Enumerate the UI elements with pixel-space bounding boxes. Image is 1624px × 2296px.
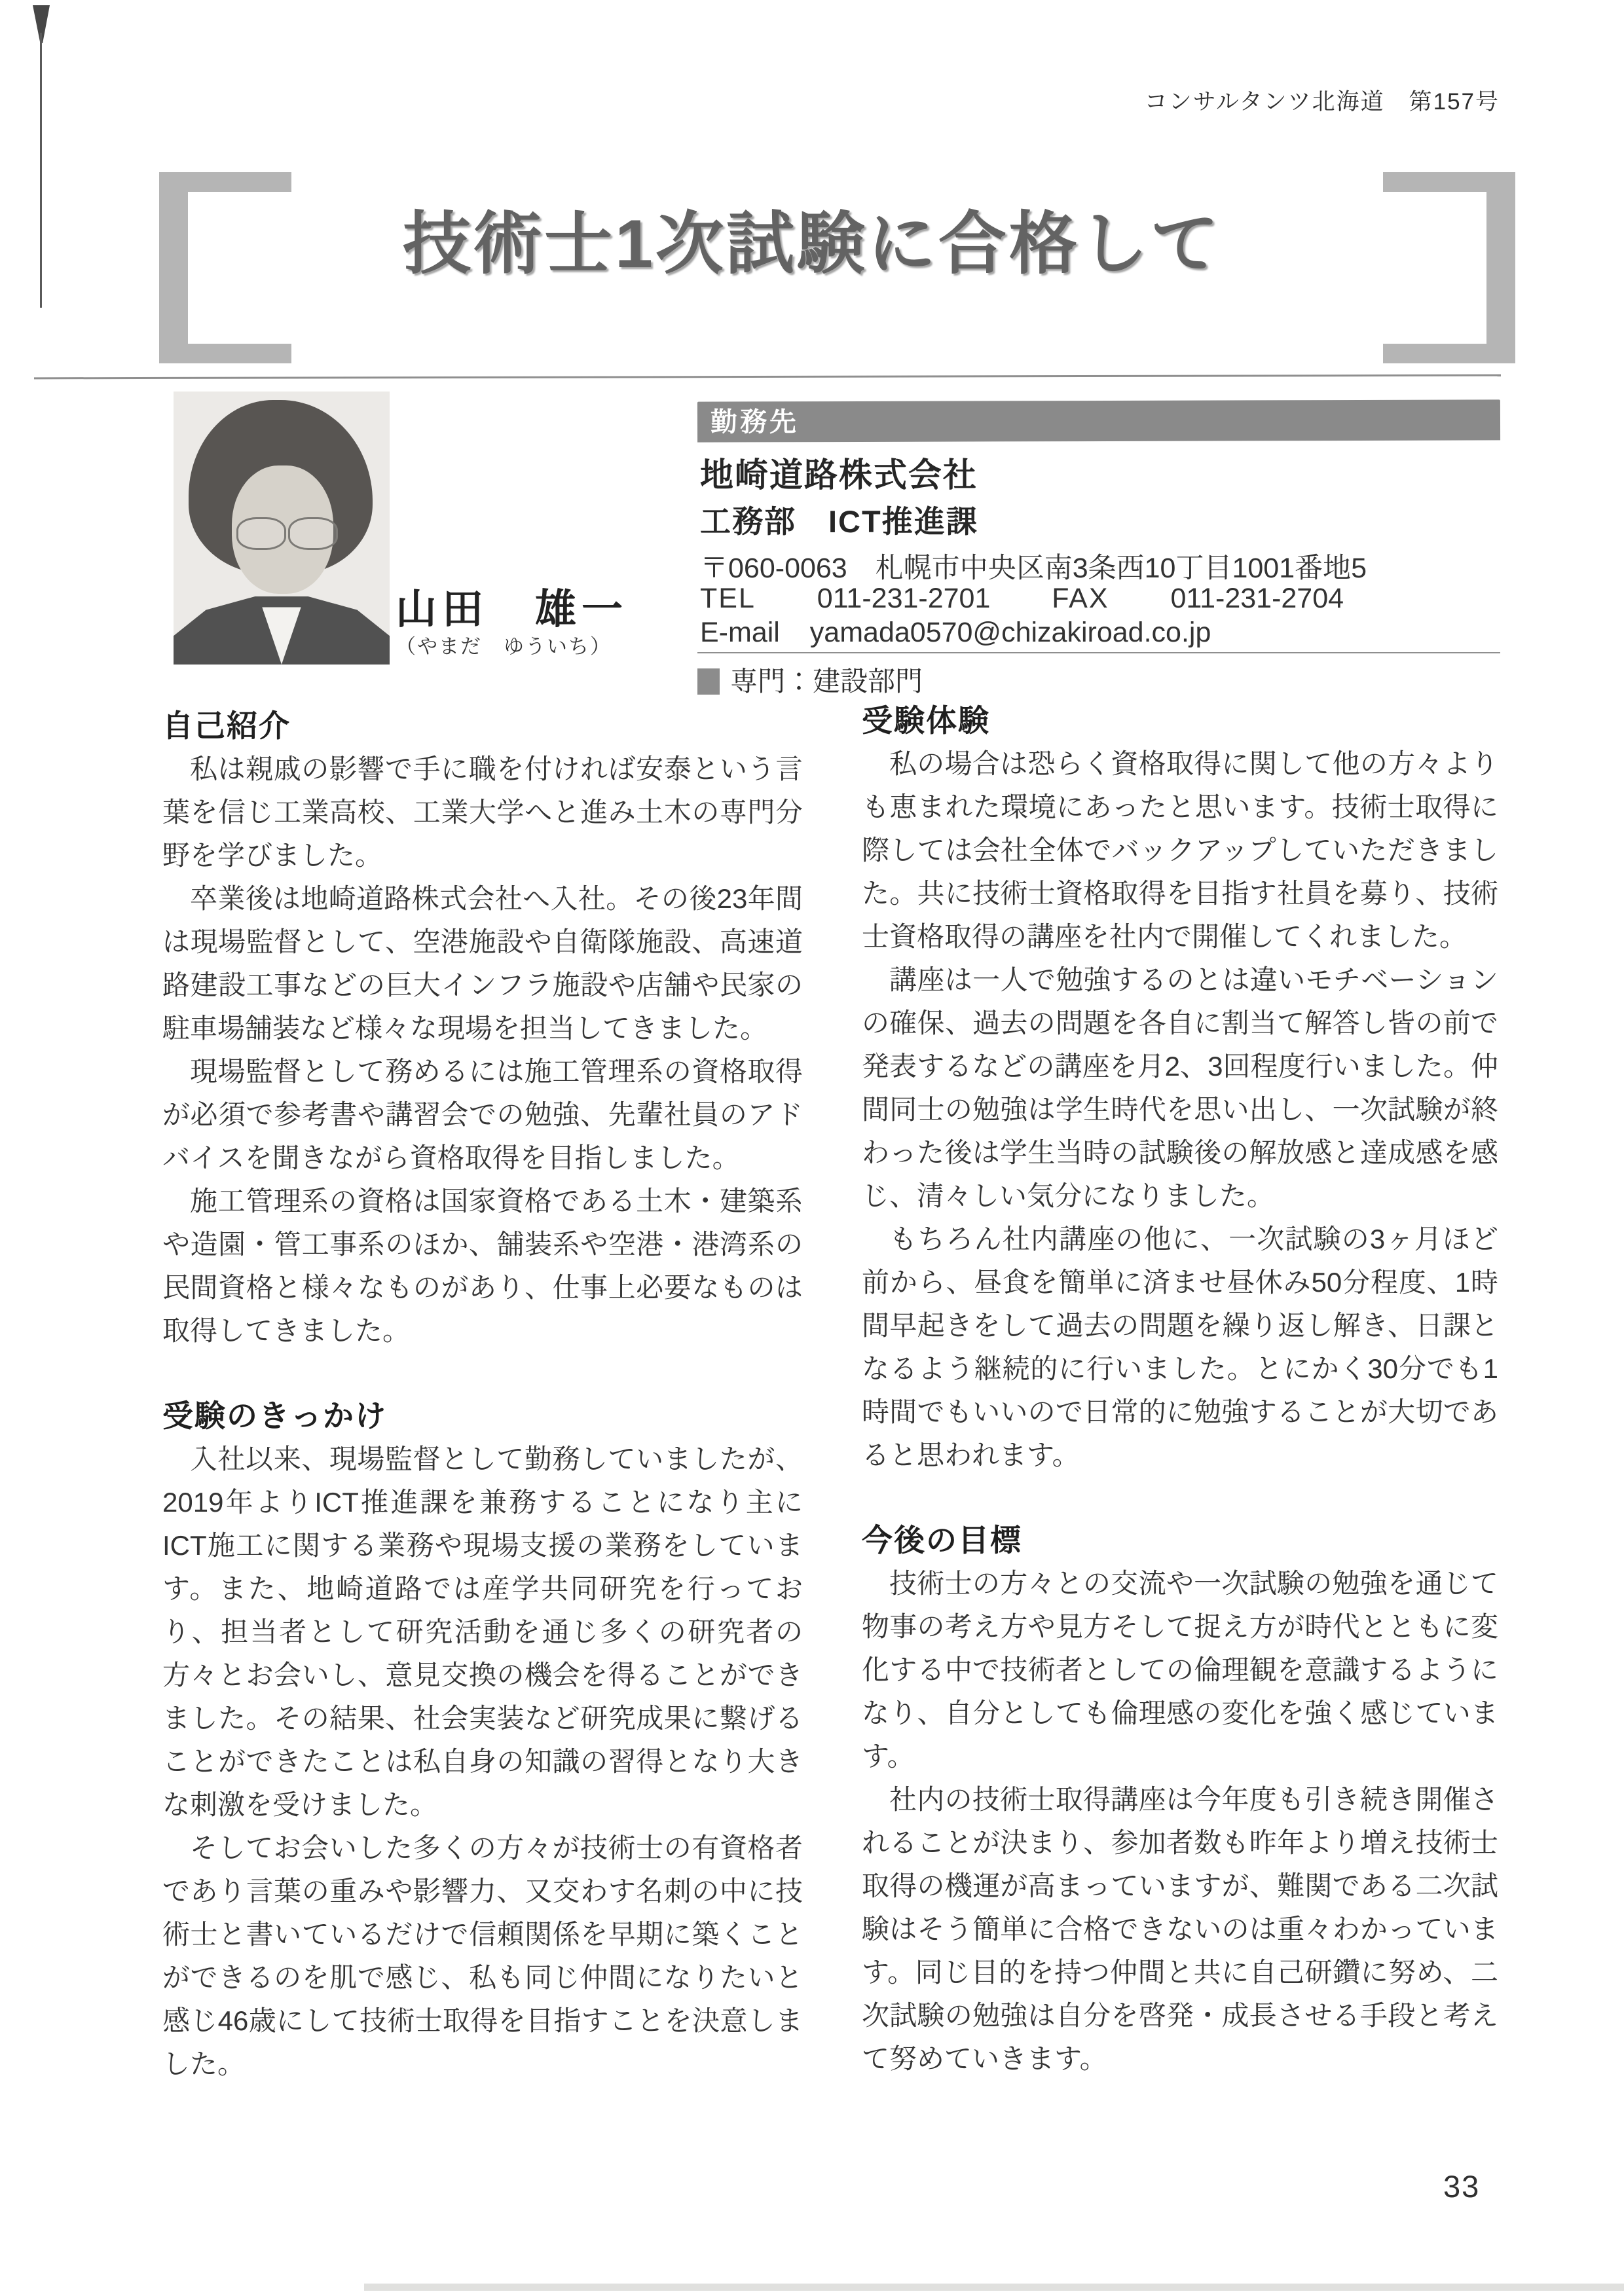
paragraph: 施工管理系の資格は国家資格である土木・建築系や造園・管工事系のほか、舗装系や空港・港湾系の民間資格と様々なものがあり、仕事上必要なものは取得してきました。 bbox=[162, 1186, 803, 1346]
paragraph: 私は親戚の影響で手に職を付ければ安泰という言葉を信じ工業高校、工業大学へと進み土木の専門分野を学びました。 bbox=[162, 754, 803, 871]
person-furigana: （やまだ ゆういち） bbox=[396, 635, 612, 658]
email-line bbox=[700, 617, 1211, 649]
section-heading: 受験体験 bbox=[862, 703, 990, 738]
article-title: 技術士1次試験に合格して bbox=[403, 206, 1221, 282]
paragraph: 卒業後は地崎道路株式会社へ入社。その後23年間は現場監督として、空港施設や自衛隊施設、高速道路建設工事などの巨大インフラ施設や店舗や民家の駐車場舗装など様々な現場を担当してきました。 bbox=[162, 883, 803, 1044]
journal-header: コンサルタンツ北海道 第157号 bbox=[1144, 89, 1500, 115]
paragraph: 私の場合は恐らく資格取得に関して他の方々よりも恵まれた環境にあったと思います。技術士取得に際しては会社全体でバックアップしていただきました。共に技術士資格取得を目指す社員を募り、技術士資格取得の講座を社内で開催してくれました。 bbox=[862, 748, 1498, 952]
workplace-label-bar bbox=[697, 399, 1500, 442]
section-heading: 今後の目標 bbox=[862, 1523, 1022, 1558]
tel-label: TEL bbox=[700, 583, 756, 614]
title-bracket-right-icon bbox=[1383, 172, 1515, 363]
paragraph: 技術士の方々との交流や一次試験の勉強を通じて物事の考え方や見方そして捉え方が時代とともに変化する中で技術者としての倫理観を意識するようになり、自分としても倫理感の変化を強く感じています。 bbox=[862, 1568, 1498, 1772]
email-label: E-mail bbox=[700, 617, 780, 648]
section-heading: 受験のきっかけ bbox=[162, 1398, 387, 1433]
divider-line-info bbox=[697, 652, 1500, 653]
company-name: 地崎道路株式会社 bbox=[700, 456, 978, 494]
section-exam-experience bbox=[862, 699, 1498, 1477]
specialty-line bbox=[697, 660, 923, 699]
page-number: 33 bbox=[1443, 2169, 1481, 2204]
portrait-photo bbox=[174, 392, 390, 665]
divider-line-top bbox=[34, 374, 1501, 380]
tel-number: 011-231-2701 bbox=[817, 583, 991, 614]
article-column-left bbox=[162, 704, 803, 2086]
paragraph: 講座は一人で勉強するのとは違いモチベーションの確保、過去の問題を各自に割当て解答し皆の前で発表するなどの講座を月2、3回程度行いました。仲間同士の勉強は学生時代を思い出し、一次試験が終わった後は学生当時の試験後の解放感と達成感を感じ、清々しい気分になりました。 bbox=[862, 964, 1498, 1211]
email-address: yamada0570@chizakiroad.co.jp bbox=[809, 617, 1211, 648]
scan-artifact-line bbox=[40, 33, 42, 308]
article-column-right bbox=[862, 699, 1498, 2081]
paragraph: もちろん社内講座の他に、一次試験の3ヶ月ほど前から、昼食を簡単に済ませ昼休み50分程度、1時間早起きをして過去の問題を繰り返し解き、日課となるよう継続的に行いました。とにかく30分でも1時間でもいいので日常的に勉強することが大切であると思われます。 bbox=[862, 1224, 1498, 1470]
company-address: 〒060-0063 札幌市中央区南3条西10丁目1001番地5 bbox=[700, 553, 1367, 584]
department-name: 工務部 ICT推進課 bbox=[700, 504, 978, 539]
paragraph: 入社以来、現場監督として勤務していましたが、2019年よりICT推進課を兼務することになり主にICT施工に関する業務や現場支援の業務をしています。また、地崎道路では産学共同研究を行っており、担当者として研究活動を通じ多くの研究者の方々とお会いし、意見交換の機会を得ることができました。その結果、社会実装など研究成果に繋げることができたことは私自身の知識の習得となり大きな刺激を受けました。 bbox=[162, 1444, 803, 1820]
workplace-label: 勤務先 bbox=[710, 407, 800, 437]
scan-artifact-bottom-strip bbox=[364, 2284, 1624, 2291]
paragraph: そしてお会いした多くの方々が技術士の有資格者であり言葉の重みや影響力、又交わす名刺の中に技術士と書いているだけで信頼関係を早期に築くことができるのを肌で感じ、私も同じ仲間になりたいと感じ46歳にして技術士取得を目指すことを決意しました。 bbox=[162, 1832, 803, 2079]
fax-label: FAX bbox=[1052, 583, 1109, 614]
paragraph: 社内の技術士取得講座は今年度も引き続き開催されることが決まり、参加者数も昨年より増え技術士取得の機運が高まっていますが、難関である二次試験はそう簡単に合格できないのは重々わかっています。同じ目的を持つ仲間と共に自己研鑽に努め、二次試験の勉強は自分を啓発・成長させる手段と考えて努めていきます。 bbox=[862, 1784, 1498, 2074]
section-future-goals bbox=[862, 1519, 1498, 2081]
glasses-lens-right bbox=[288, 517, 338, 550]
section-exam-motivation bbox=[162, 1394, 803, 2086]
section-heading: 自己紹介 bbox=[162, 708, 291, 743]
specialty-text: 専門：建設部門 bbox=[730, 666, 923, 697]
section-self-introduction bbox=[162, 704, 803, 1353]
tel-fax-line bbox=[700, 583, 1344, 615]
square-bullet-icon bbox=[697, 668, 720, 695]
paragraph: 現場監督として務めるには施工管理系の資格取得が必須で参考書や講習会での勉強、先輩社員のアドバイスを聞きながら資格取得を目指しました。 bbox=[162, 1056, 803, 1173]
person-name: 山田 雄一 bbox=[396, 587, 628, 632]
fax-number: 011-231-2704 bbox=[1170, 583, 1344, 614]
glasses-lens-left bbox=[236, 517, 286, 550]
